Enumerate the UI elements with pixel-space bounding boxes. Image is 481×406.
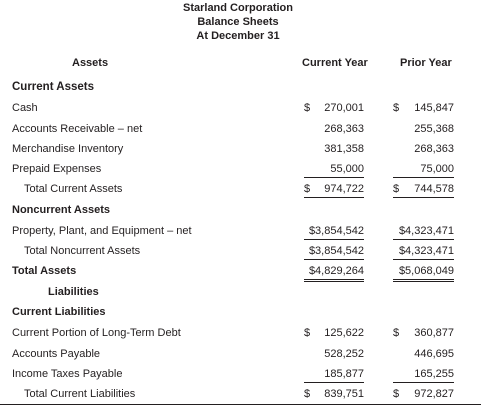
prior-year-value (393, 160, 454, 178)
table-row-current-portion-long-term-debt (0, 324, 481, 342)
prior-year-value (393, 345, 454, 362)
prior-year-value (393, 99, 454, 116)
current-year-value (304, 324, 364, 341)
table-row-total-current-assets (0, 180, 481, 198)
current-year-value (304, 180, 364, 198)
amount: 185,877 (324, 368, 364, 380)
bottom-rule (0, 404, 481, 405)
column-header-current-year: Current Year (302, 57, 368, 69)
current-year-value (304, 262, 364, 282)
current-year-value (304, 120, 364, 137)
row-label: Cash (12, 102, 38, 114)
current-year-value (304, 365, 364, 383)
prior-year-value (393, 222, 454, 240)
current-year-value (304, 222, 364, 240)
dollar-sign: $ (393, 102, 400, 114)
prior-year-value (393, 262, 454, 282)
current-year-value (304, 99, 364, 116)
amount: 839,751 (324, 388, 364, 400)
amount: 255,368 (414, 123, 454, 135)
amount: $3,854,542 (308, 225, 364, 237)
amount: 75,000 (420, 163, 454, 175)
row-label: Liabilities (48, 286, 99, 298)
dollar-sign: $ (393, 388, 400, 400)
row-label: Current Assets (12, 81, 95, 93)
amount: $5,068,049 (398, 265, 454, 277)
table-row-merchandise-inventory (0, 140, 481, 158)
current-year-value (304, 385, 364, 402)
amount: 381,358 (324, 143, 364, 155)
section-heading-liabilities (0, 283, 481, 301)
amount: 125,622 (324, 327, 364, 339)
amount: 744,578 (414, 183, 454, 195)
company-name: Starland Corporation (182, 2, 293, 14)
current-year-value (304, 160, 364, 178)
table-row-cash (0, 99, 481, 117)
row-label: Property, Plant, and Equipment – net (12, 225, 192, 237)
row-label: Total Current Liabilities (24, 388, 136, 400)
column-header-prior-year: Prior Year (400, 57, 452, 69)
prior-year-value (393, 180, 454, 198)
section-heading-noncurrent-assets (0, 201, 481, 219)
statement-date: At December 31 (196, 30, 280, 42)
table-row-total-current-liabilities (0, 385, 481, 403)
amount: $4,323,471 (398, 225, 454, 237)
section-heading-current-liabilities (0, 303, 481, 321)
amount: 974,722 (324, 183, 364, 195)
dollar-sign: $ (304, 183, 311, 195)
prior-year-value (393, 140, 454, 157)
prior-year-value (393, 324, 454, 341)
section-heading-current-assets (0, 78, 481, 96)
amount: 165,255 (414, 368, 454, 380)
row-label: Accounts Payable (12, 348, 101, 360)
amount: $3,854,542 (308, 245, 364, 257)
current-year-value (304, 345, 364, 362)
table-row-total-noncurrent-assets (0, 242, 481, 260)
amount: 528,252 (324, 348, 364, 360)
table-row-accounts-payable (0, 345, 481, 363)
amount: 268,363 (324, 123, 364, 135)
amount: $4,829,264 (308, 265, 364, 277)
column-header-assets: Assets (72, 57, 109, 69)
dollar-sign: $ (304, 388, 311, 400)
dollar-sign: $ (393, 183, 400, 195)
amount: $4,323,471 (398, 245, 454, 257)
row-label: Total Noncurrent Assets (24, 245, 141, 257)
table-row-accounts-receivable (0, 120, 481, 138)
prior-year-value (393, 385, 454, 402)
dollar-sign: $ (304, 102, 311, 114)
prior-year-value (393, 120, 454, 137)
amount: 270,001 (324, 102, 364, 114)
amount: 360,877 (414, 327, 454, 339)
row-label: Merchandise Inventory (12, 143, 124, 155)
row-label: Income Taxes Payable (12, 368, 123, 380)
row-label: Current Liabilities (12, 306, 106, 318)
current-year-value (304, 140, 364, 157)
row-label: Total Current Assets (24, 183, 123, 195)
row-label: Current Portion of Long-Term Debt (12, 327, 181, 339)
table-row-prepaid-expenses (0, 160, 481, 178)
prior-year-value (393, 242, 454, 260)
table-row-total-assets (0, 262, 481, 280)
table-row-property-plant-equipment (0, 222, 481, 240)
amount: 55,000 (330, 163, 364, 175)
table-row-income-taxes-payable (0, 365, 481, 383)
statement-name: Balance Sheets (197, 16, 279, 28)
amount: 145,847 (414, 102, 454, 114)
prior-year-value (393, 365, 454, 383)
amount: 446,695 (414, 348, 454, 360)
row-label: Total Assets (12, 265, 77, 277)
dollar-sign: $ (304, 327, 311, 339)
amount: 268,363 (414, 143, 454, 155)
dollar-sign: $ (393, 327, 400, 339)
amount: 972,827 (414, 388, 454, 400)
row-label: Prepaid Expenses (12, 163, 102, 175)
row-label: Noncurrent Assets (12, 204, 111, 216)
current-year-value (304, 242, 364, 260)
statement-title (0, 1, 476, 43)
row-label: Accounts Receivable – net (12, 123, 143, 135)
